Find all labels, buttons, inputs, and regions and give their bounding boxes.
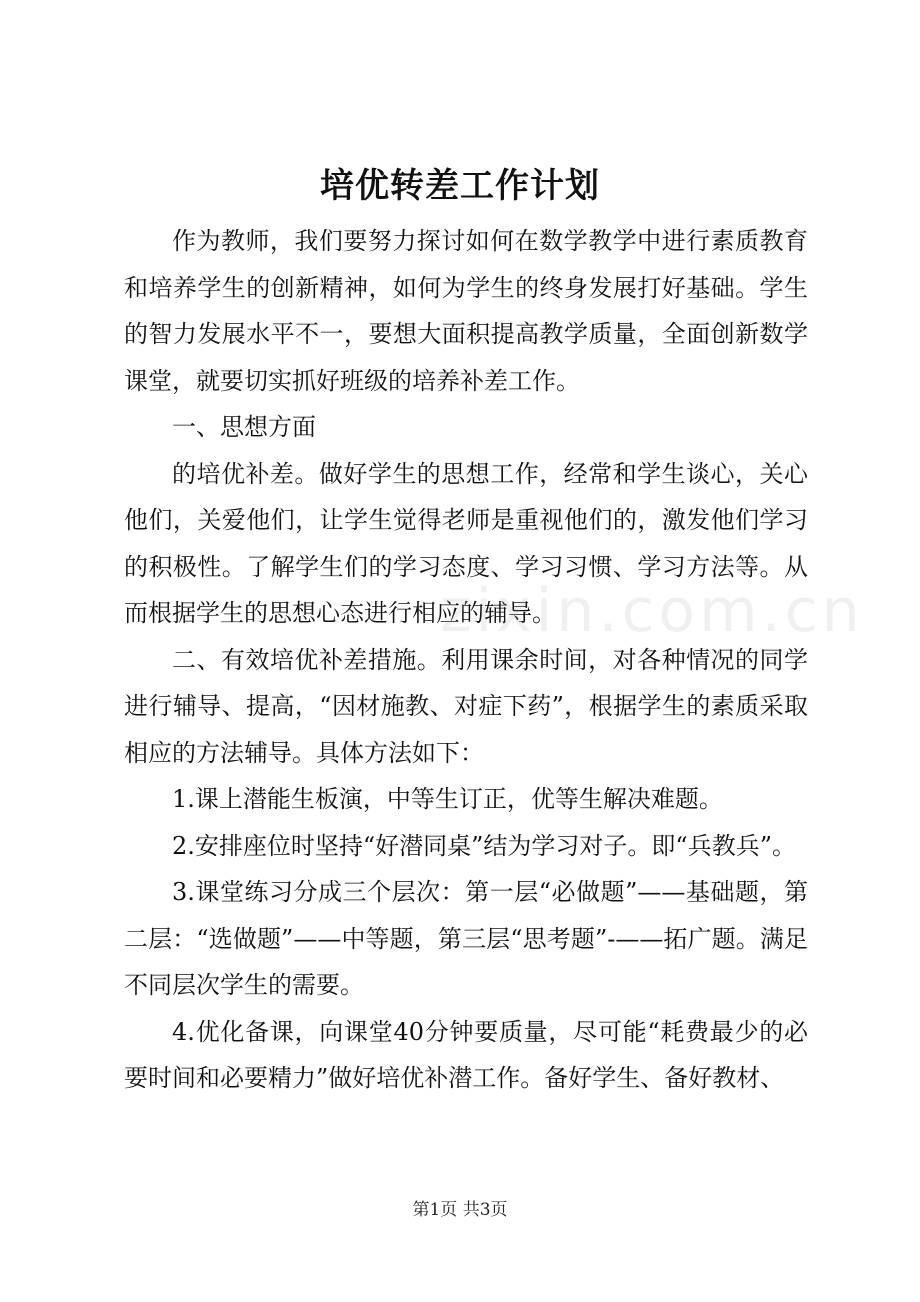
paragraph-heading-1: 一、思想方面 bbox=[172, 413, 316, 441]
watermark: zixin.com.cn bbox=[440, 576, 864, 646]
paragraph-item-4: 4.优化备课，向课堂40分钟要质量，尽可能“耗费最少的必要时间和必要精力”做好培优补潜工作。备好学生、备好教材、 bbox=[124, 1017, 808, 1092]
paragraph-item-2: 2.安排座位时坚持“好潜同桌”结为学习对子。即“兵教兵”。 bbox=[172, 831, 796, 860]
document-title: 培优转差工作计划 bbox=[320, 166, 600, 206]
document-body bbox=[124, 218, 808, 1102]
paragraph-intro: 作为教师，我们要努力探讨如何在数学教学中进行素质教育和培养学生的创新精神，如何为学生的终身发展打好基础。学生的智力发展水平不一，要想大面积提高教学质量，全面创新数学课堂，就要切实抓好班级的培养补差工作。 bbox=[124, 227, 808, 395]
paragraph-thought: 的培优补差。做好学生的思想工作，经常和学生谈心，关心他们，关爱他们，让学生觉得老师是重视他们的，激发他们学习的积极性。了解学生们的学习态度、学习习惯、学习方法等。从而根据学生的思想心态进行相应的辅导。 bbox=[124, 459, 808, 627]
paragraph-item-1: 1.课上潜能生板演，中等生订正，优等生解决难题。 bbox=[172, 785, 723, 813]
paragraph-item-3: 3.课堂练习分成三个层次：第一层“必做题”——基础题，第二层：“选做题”——中等题，第三层“思考题”-——拓广题。满足不同层次学生的需要。 bbox=[124, 878, 808, 999]
paragraph-heading-2: 二、有效培优补差措施。利用课余时间，对各种情况的同学进行辅导、提高，“因材施教、对症下药”，根据学生的素质采取相应的方法辅导。具体方法如下： bbox=[124, 645, 808, 767]
page-footer: 第1页 共3页 bbox=[412, 1200, 508, 1220]
